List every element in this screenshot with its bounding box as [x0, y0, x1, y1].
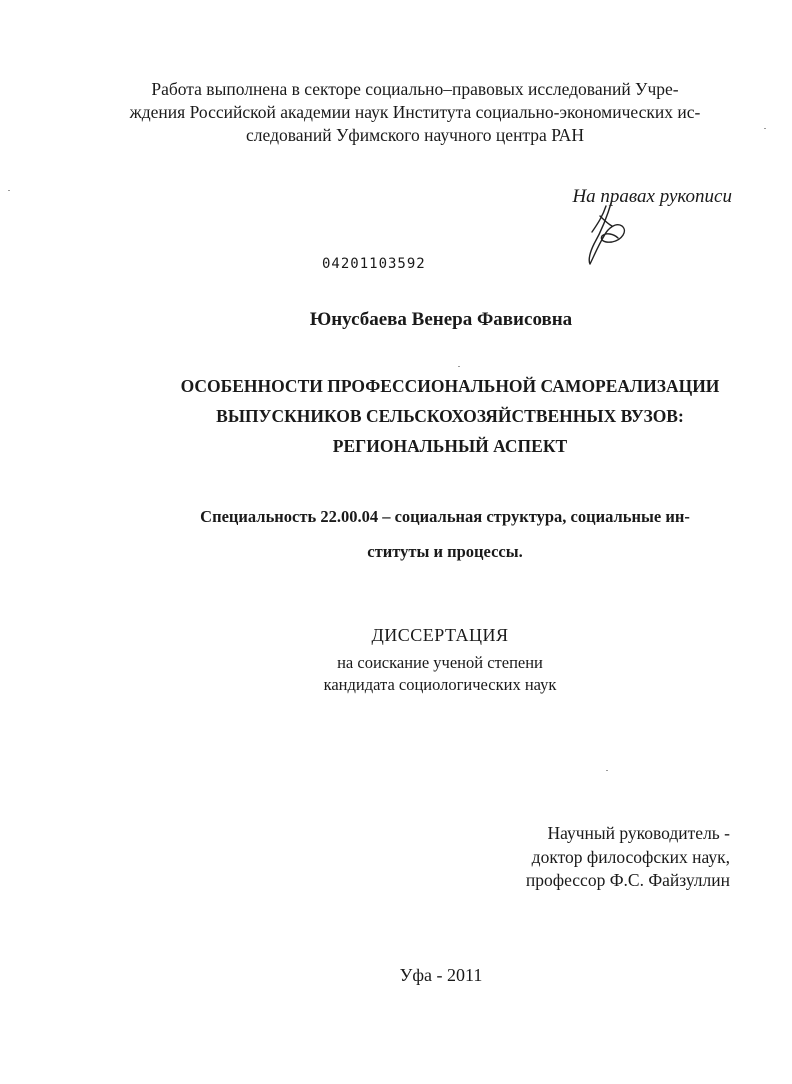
- title-line-1: ОСОБЕННОСТИ ПРОФЕССИОНАЛЬНОЙ САМОРЕАЛИЗАЦИИ: [180, 376, 720, 396]
- institution-line-1: Работа выполнена в секторе социально–правовых исследований Учре-: [151, 79, 679, 99]
- scan-speck: [764, 128, 766, 129]
- supervisor-line-1: Научный руководитель -: [547, 823, 730, 843]
- supervisor-line-3: профессор Ф.С. Файзуллин: [525, 870, 730, 890]
- city-year: Уфа - 2011: [399, 965, 483, 985]
- institution-line-2: ждения Российской академии наук Института социально-экономических ис-: [129, 102, 701, 122]
- dissertation-title: [120, 371, 780, 461]
- title-line-2: ВЫПУСКНИКОВ СЕЛЬСКОХОЗЯЙСТВЕННЫХ ВУЗОВ:: [216, 406, 684, 426]
- institution-statement: [100, 78, 730, 147]
- scan-speck: [458, 366, 460, 367]
- dissertation-label: ДИССЕРТАЦИЯ: [371, 625, 509, 645]
- degree-line-2: кандидата социологических наук: [323, 675, 557, 694]
- degree-line-1: на соискание ученой степени: [337, 653, 543, 672]
- title-line-3: РЕГИОНАЛЬНЫЙ АСПЕКТ: [332, 436, 568, 456]
- specialty-line-1: Специальность 22.00.04 – социальная структура, социальные ин-: [200, 507, 690, 526]
- institution-line-3: следований Уфимского научного центра РАН: [246, 125, 584, 145]
- scan-speck: [606, 770, 608, 771]
- manuscript-rights-note: На правах рукописи: [572, 186, 732, 207]
- document-registration-number: 04201103592: [322, 256, 426, 272]
- supervisor-block: [526, 822, 730, 893]
- scan-speck: [8, 190, 10, 191]
- specialty-line-2: ституты и процессы.: [367, 542, 523, 561]
- dissertation-block: [140, 622, 740, 696]
- author-name: Юнусбаева Венера Фависовна: [309, 309, 573, 330]
- handwritten-signature: [582, 196, 632, 268]
- supervisor-line-2: доктор философских наук,: [531, 846, 730, 867]
- specialty-statement: [110, 499, 780, 569]
